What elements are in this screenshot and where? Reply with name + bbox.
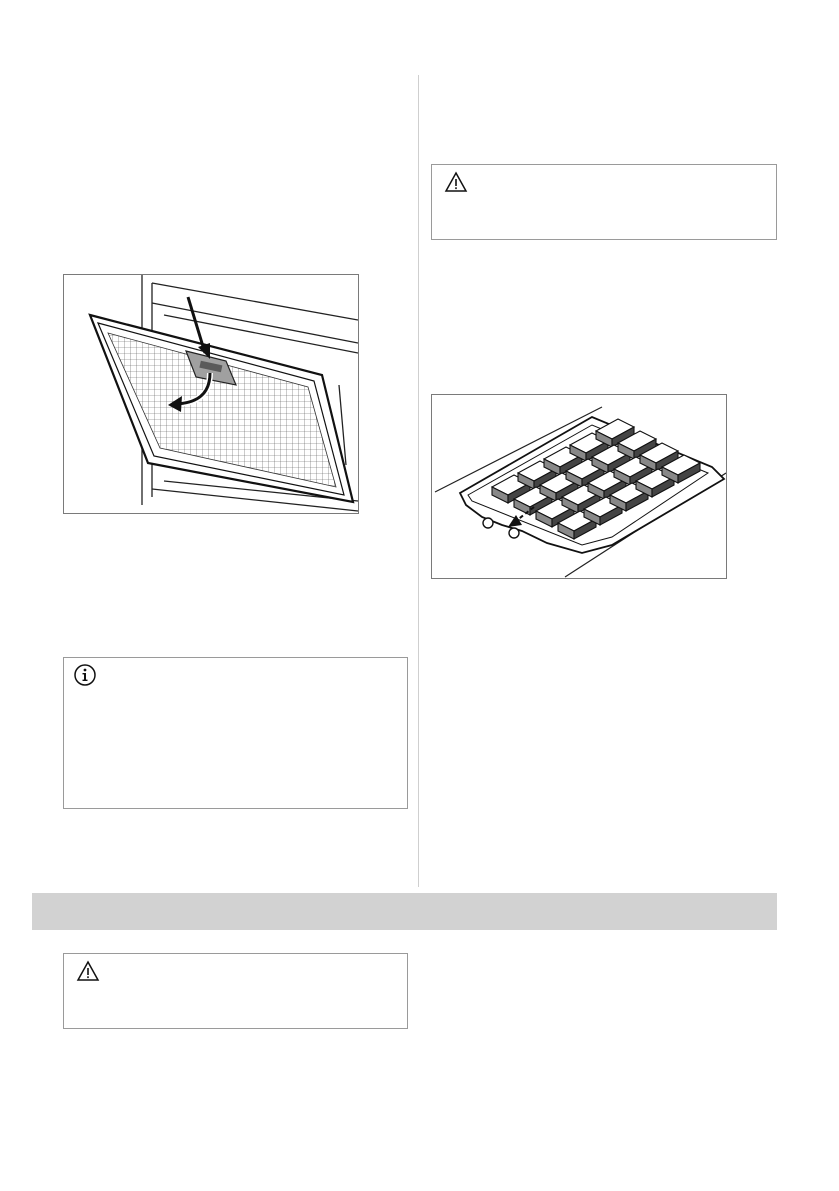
info-icon xyxy=(73,663,97,687)
carbon-filter-figure xyxy=(431,394,727,579)
warning-icon xyxy=(444,171,468,193)
grease-filter-illustration xyxy=(64,275,358,513)
warning-notice-bottom xyxy=(63,953,408,1029)
section-header-bar xyxy=(32,893,777,930)
grease-filter-figure xyxy=(63,274,359,514)
carbon-filter-illustration xyxy=(432,395,726,578)
warning-notice-top xyxy=(431,164,777,240)
warning-icon xyxy=(76,960,100,982)
column-divider xyxy=(418,75,419,887)
info-notice xyxy=(63,657,408,809)
